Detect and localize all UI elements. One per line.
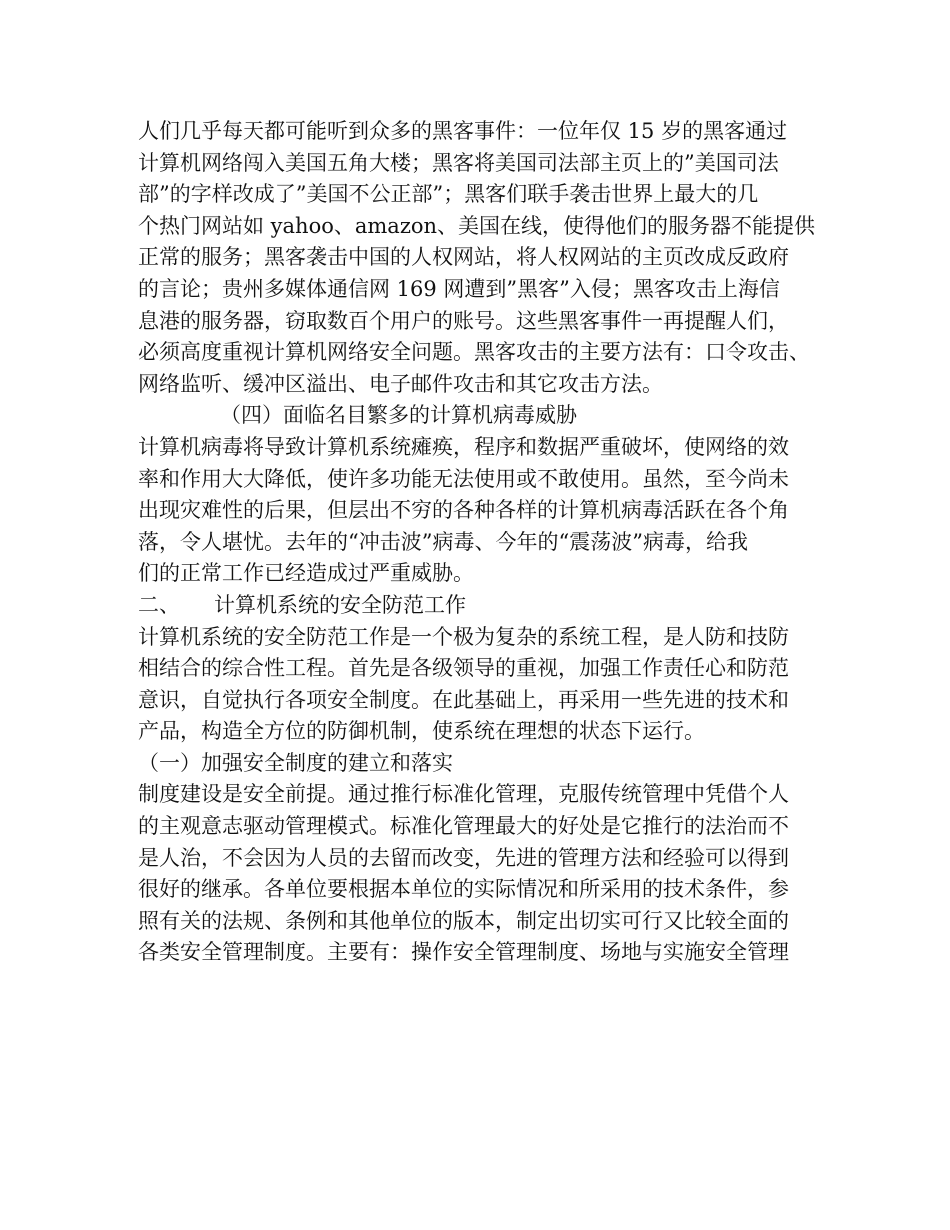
text-line: 照有关的法规、条例和其他单位的版本，制定出切实可行又比较全面的 — [138, 908, 789, 933]
text-line: 的主观意志驱动管理模式。标准化管理最大的好处是它推行的法治而不 — [138, 814, 789, 839]
text-line: 很好的继承。各单位要根据本单位的实际情况和所采用的技术条件，参 — [138, 877, 789, 902]
section-heading-security-work — [138, 590, 828, 622]
paragraph-security-work — [138, 622, 828, 748]
text-line: 是人治，不会因为人员的去留而改变，先进的管理方法和经验可以得到 — [138, 845, 789, 870]
text-line: 计算机网络闯入美国五角大楼；黑客将美国司法部主页上的”美国司法 — [138, 150, 779, 175]
text-line: 制度建设是安全前提。通过推行标准化管理，克服传统管理中凭借个人 — [138, 782, 789, 807]
text-line: 正常的服务；黑客袭击中国的人权网站，将人权网站的主页改成反政府 — [138, 245, 789, 270]
text-line: 产品，构造全方位的防御机制，使系统在理想的状态下运行。 — [138, 719, 705, 744]
text-line: 计算机系统的安全防范工作是一个极为复杂的系统工程，是人防和技防 — [138, 624, 789, 649]
text-line: 计算机病毒将导致计算机系统瘫痪，程序和数据严重破坏，使网络的效 — [138, 434, 789, 459]
text-line: 率和作用大大降低，使许多功能无法使用或不敢使用。虽然，至今尚未 — [138, 466, 789, 491]
text-line: 部”的字样改成了”美国不公正部”；黑客们联手袭击世界上最大的几 — [138, 182, 759, 207]
section-title: 计算机系统的安全防范工作 — [214, 592, 466, 617]
paragraph-virus — [138, 432, 828, 590]
text-line: 网络监听、缓冲区溢出、电子邮件攻击和其它攻击方法。 — [138, 371, 663, 396]
text-line: 必须高度重视计算机网络安全问题。黑客攻击的主要方法有：口令攻击、 — [138, 340, 810, 365]
text-line: 个热门网站如 yahoo、amazon、美国在线，使得他们的服务器不能提供 — [138, 213, 816, 238]
text-line: 息港的服务器，窃取数百个用户的账号。这些黑客事件一再提醒人们， — [138, 308, 789, 333]
text-line: 落，令人堪忧。去年的“冲击波”病毒、今年的“震荡波”病毒，给我 — [138, 529, 748, 554]
section-number: 二、 — [138, 592, 180, 617]
text-line: 意识，自觉执行各项安全制度。在此基础上，再采用一些先进的技术和 — [138, 687, 789, 712]
text-line: 人们几乎每天都可能听到众多的黑客事件：一位年仅 15 岁的黑客通过 — [138, 119, 788, 143]
text-line: 们的正常工作已经造成过严重威胁。 — [138, 561, 474, 586]
text-line: 的言论；贵州多媒体通信网 169 网遭到”黑客”入侵；黑客攻击上海信 — [138, 276, 780, 301]
paragraph-hacker-incidents — [138, 116, 828, 400]
paragraph-system-building — [138, 779, 828, 969]
subheading-security-system: （一）加强安全制度的建立和落实 — [138, 750, 453, 775]
document-body — [138, 116, 828, 969]
text-line: 各类安全管理制度。主要有：操作安全管理制度、场地与实施安全管理 — [138, 940, 789, 965]
text-line: 相结合的综合性工程。首先是各级领导的重视，加强工作责任心和防范 — [138, 656, 789, 681]
text-line: 出现灾难性的后果，但层出不穷的各种各样的计算机病毒活跃在各个角 — [138, 498, 789, 523]
heading-virus-threat: （四）面临名目繁多的计算机病毒威胁 — [220, 403, 577, 428]
